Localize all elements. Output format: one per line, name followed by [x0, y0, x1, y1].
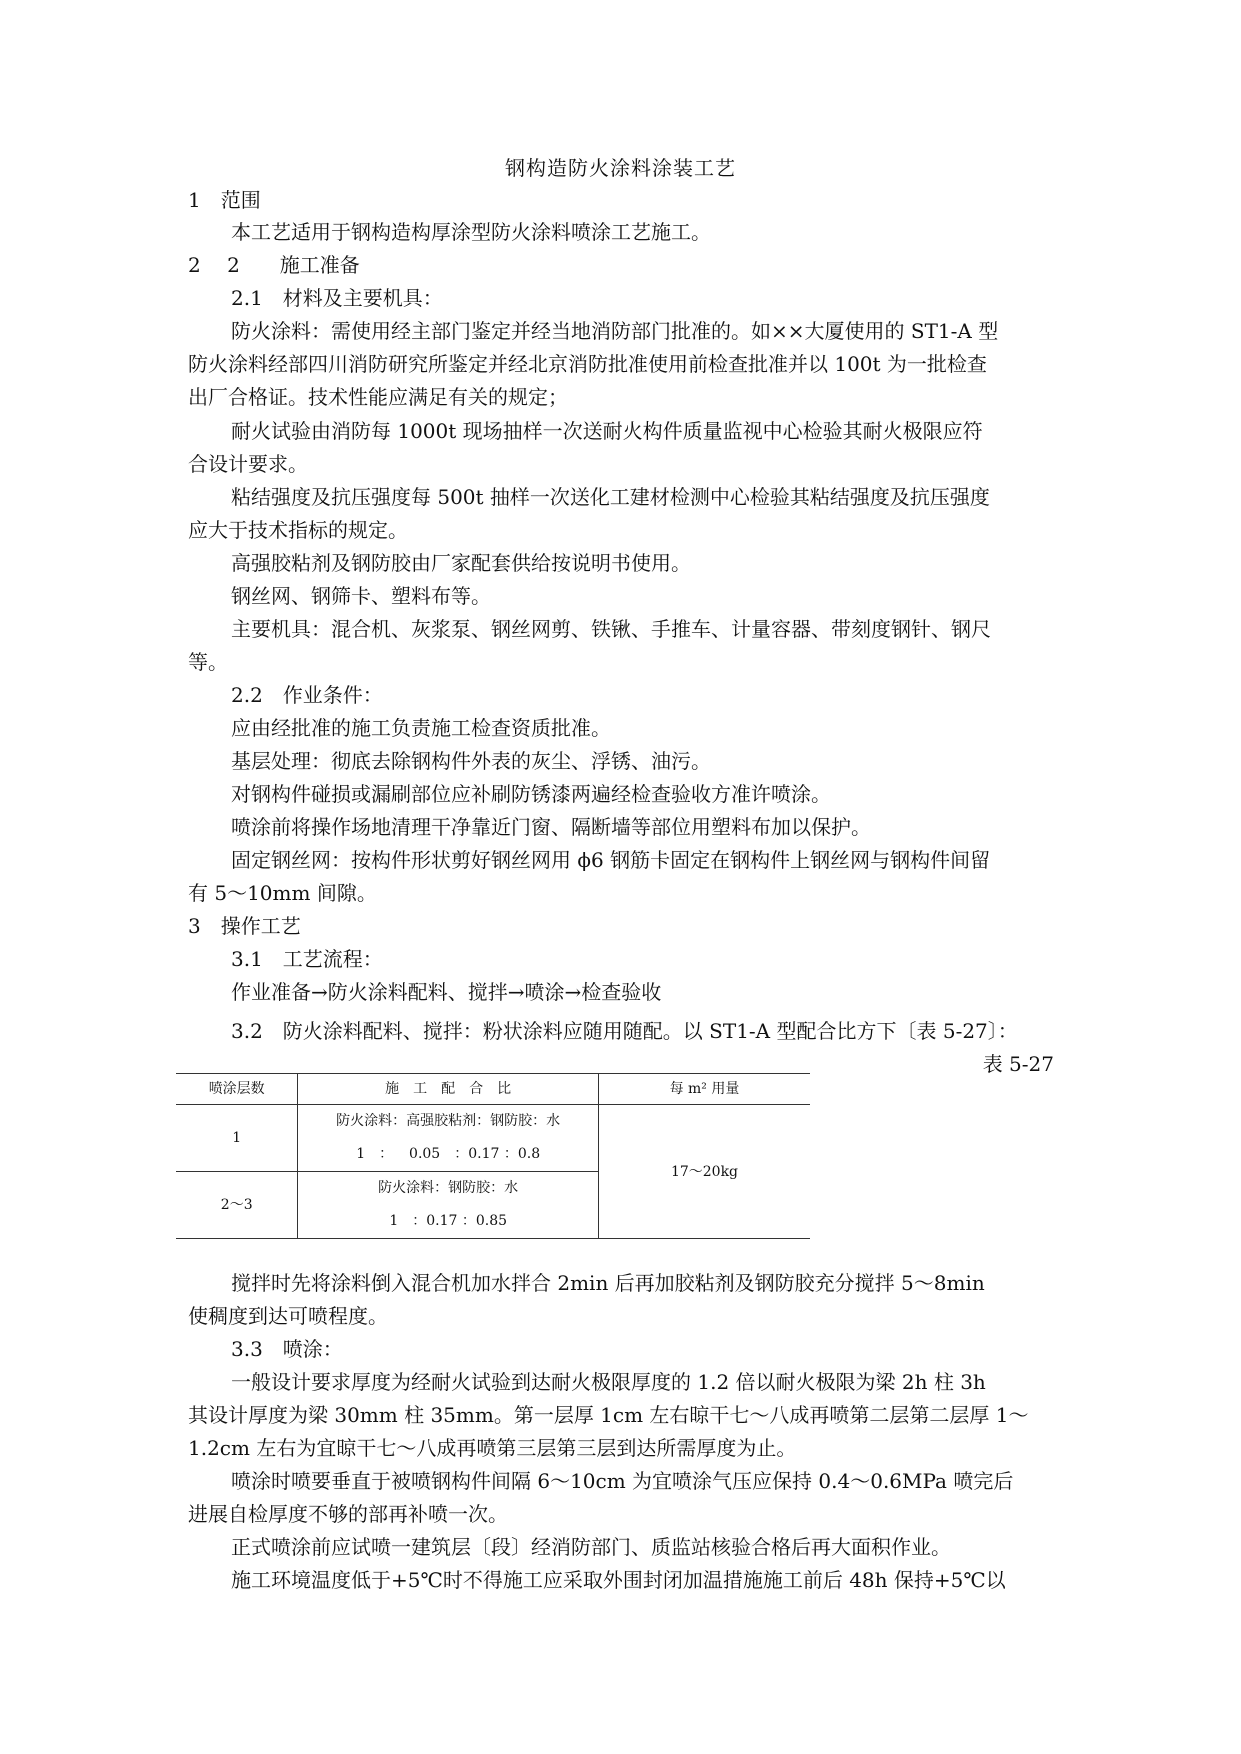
paragraph: 防火涂料：需使用经主部门鉴定并经当地消防部门批准的。如××大厦使用的 ST1-A 型: [231, 319, 999, 343]
document-title: 钢构造防火涂料涂装工艺: [505, 156, 736, 180]
paragraph: 其设计厚度为梁 30mm 柱 35mm。第一层厚 1cm 左右晾干七～八成再喷第二层第二层厚 1～: [188, 1403, 1029, 1427]
paragraph: 进展自检厚度不够的部再补喷一次。: [188, 1502, 508, 1526]
table-cell-ratio: [298, 1172, 599, 1239]
paragraph: 一般设计要求厚度为经耐火试验到达耐火极限厚度的 1.2 倍以耐火极限为梁 2h 柱 3h: [231, 1370, 986, 1394]
ratio-values: 1 ：0.17 ：0.85: [389, 1213, 508, 1229]
paragraph: 对钢构件碰损或漏刷部位应补刷防锈漆两遍经检查验收方准许喷涂。: [231, 782, 831, 806]
process-flow: 作业准备→防火涂料配料、搅拌→喷涂→检查验收: [231, 980, 662, 1004]
table-header-cell: 喷涂层数: [176, 1074, 298, 1105]
ratio-names: 防火涂料：高强胶粘剂：钢防胶：水: [336, 1113, 561, 1129]
table-caption: 表 5-27: [982, 1052, 1054, 1076]
paragraph: 耐火试验由消防每 1000t 现场抽样一次送耐火构件质量监视中心检验其耐火极限应符: [231, 419, 983, 443]
paragraph: 喷涂前将操作场地清理干净靠近门窗、隔断墙等部位用塑料布加以保护。: [231, 815, 871, 839]
subsection-3-1-heading: 3.1 工艺流程：: [231, 947, 383, 971]
paragraph: 等。: [188, 650, 228, 674]
paragraph: 高强胶粘剂及钢防胶由厂家配套供给按说明书使用。: [231, 551, 691, 575]
paragraph: 应大于技术指标的规定。: [188, 518, 408, 542]
paragraph: 喷涂时喷要垂直于被喷钢构件间隔 6～10cm 为宜喷涂气压应保持 0.4～0.6MPa 喷完后: [231, 1469, 1014, 1493]
table-row: [176, 1105, 810, 1172]
paragraph: 固定钢丝网：按构件形状剪好钢丝网用 ϕ6 钢筋卡固定在钢构件上钢丝网与钢构件间留: [231, 848, 991, 872]
paragraph: 应由经批准的施工负责施工检查资质批准。: [231, 716, 611, 740]
paragraph: 使稠度到达可喷程度。: [188, 1304, 388, 1328]
paragraph: 粘结强度及抗压强度每 500t 抽样一次送化工建材检测中心检验其粘结强度及抗压强度: [231, 485, 990, 509]
subsection-2-2-heading: 2.2 作业条件：: [231, 683, 383, 707]
subsection-3-2-heading: 3.2 防火涂料配料、搅拌：粉状涂料应随用随配。以 ST1-A 型配合比方下〔表 5-27〕：: [231, 1019, 1018, 1043]
paragraph: 正式喷涂前应试喷一建筑层〔段〕经消防部门、质监站核验合格后再大面积作业。: [231, 1535, 951, 1559]
paragraph: 主要机具：混合机、灰浆泵、钢丝网剪、铁锹、手推车、计量容器、带刻度钢针、钢尺: [231, 617, 991, 641]
mix-ratio-table: [176, 1073, 810, 1239]
subsection-3-3-heading: 3.3 喷涂：: [231, 1337, 343, 1361]
paragraph: 基层处理：彻底去除钢构件外表的灰尘、浮锈、油污。: [231, 749, 711, 773]
paragraph: 有 5～10mm 间隙。: [188, 881, 377, 905]
paragraph: 钢丝网、钢筛卡、塑料布等。: [231, 584, 491, 608]
section-3-heading: 3 操作工艺: [188, 914, 301, 938]
section-2-heading: 2 2 施工准备: [188, 253, 360, 277]
table-cell-layers: 1: [176, 1105, 298, 1172]
section-1-heading: 1 范围: [188, 188, 261, 212]
table-header-cell: 每 m² 用量: [598, 1074, 810, 1105]
table-header-row: [176, 1074, 810, 1105]
table-cell-usage: 17～20kg: [598, 1105, 810, 1239]
subsection-2-1-heading: 2.1 材料及主要机具：: [231, 286, 443, 310]
paragraph: 本工艺适用于钢构造构厚涂型防火涂料喷涂工艺施工。: [231, 220, 711, 244]
paragraph: 出厂合格证。技术性能应满足有关的规定；: [188, 385, 568, 409]
paragraph: 施工环境温度低于+5℃时不得施工应采取外围封闭加温措施施工前后 48h 保持+5℃以: [231, 1568, 1006, 1592]
paragraph: 搅拌时先将涂料倒入混合机加水拌合 2min 后再加胶粘剂及钢防胶充分搅拌 5～8min: [231, 1271, 985, 1295]
table-cell-ratio: [298, 1105, 599, 1172]
paragraph: 1.2cm 左右为宜晾干七～八成再喷第三层第三层到达所需厚度为止。: [188, 1436, 797, 1460]
table-cell-layers: 2～3: [176, 1172, 298, 1239]
table-header-cell: 施 工 配 合 比: [298, 1074, 599, 1105]
ratio-names: 防火涂料：钢防胶：水: [378, 1180, 519, 1196]
paragraph: 防火涂料经部四川消防研究所鉴定并经北京消防批准使用前检查批准并以 100t 为一批检查: [188, 352, 987, 376]
paragraph: 合设计要求。: [188, 452, 308, 476]
ratio-values: 1 ： 0.05 ：0.17 ：0.8: [356, 1146, 541, 1162]
